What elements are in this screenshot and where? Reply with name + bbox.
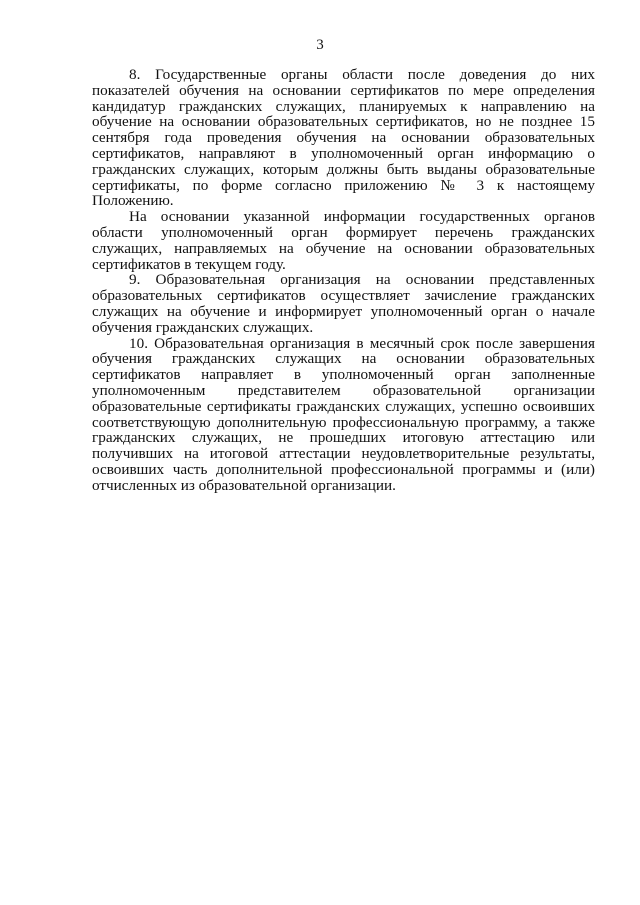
document-body <box>92 67 595 494</box>
paragraph-item-9: 9. Образовательная организация на основании представленных образовательных сертификатов осуществляет зачисление гражданских служащих на обучение и информирует уполномоченный орган о начале обучения гражданских служащих. <box>92 271 595 336</box>
paragraph-item-10: 10. Образовательная организация в месячный срок после завершения обучения гражданских служащих на основании образовательных сертификатов направляет в уполномоченный орган заполненные уполномоченным представителем образовательной организации образовательные сертификаты гражданских служащих, успешно освоивших соответствующую дополнительную профессиональную программу, а также гражданских служащих, не прошедших итоговую аттестацию или получивших на итоговой аттестации неудовлетворительные результаты, освоивших часть дополнительной профессиональной программы и (или) отчисленных из образовательной организации. <box>92 334 595 494</box>
paragraph-item-8: 8. Государственные органы области после доведения до них показателей обучения на основании сертификатов по мере определения кандидатур гражданских служащих, планируемых к направлению на обучение на основании образовательных сертификатов, но не позднее 15 сентября года проведения обучения на основании образовательных сертификатов, направляют в уполномоченный орган информацию о гражданских служащих, которым должны быть выданы образовательные сертификаты, по форме согласно приложению № 3 к настоящему Положению. <box>92 66 595 210</box>
page-number: 3 <box>316 37 324 53</box>
paragraph-item-8-continuation: На основании указанной информации государственных органов области уполномоченный орган формирует перечень гражданских служащих, направляемых на обучение на основании образовательных сертификатов в текущем году. <box>92 208 595 273</box>
